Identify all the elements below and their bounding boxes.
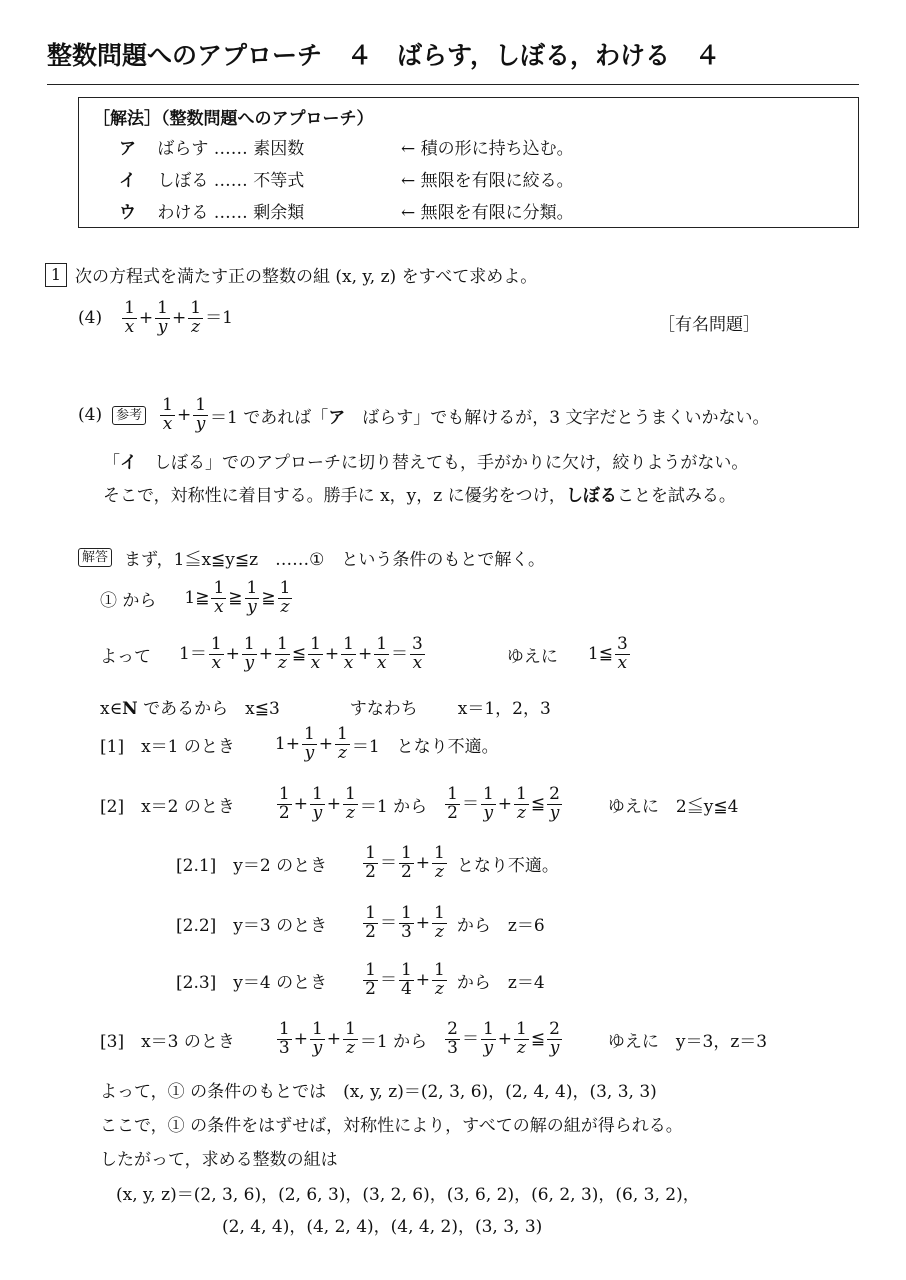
page-title: 整数問題へのアプローチ ４ ばらす，しぼる，わける ４: [47, 41, 721, 70]
method-note: ← 無限を有限に絞る。: [401, 171, 574, 191]
result-line-1: よって，① の条件のもとでは (x, y, z)＝(2, 3, 6)，(2, 4, 4)，(3, 3, 3): [100, 1082, 657, 1102]
title-rule: [47, 84, 859, 85]
method-box: [78, 97, 859, 228]
method-name: ばらす …… 素因数: [157, 139, 305, 159]
case-2: [2] x＝2 のとき $\frac{1}{2}$ + $\frac{1}{y}$ + $\frac{1}{z}$ ＝1 から $\frac{1}{2}$ ＝ $\frac{1}{y}$ + $\frac{1}{z}$ ≦ $\frac{2}{y}$ ゆえに 2≦y≦4: [100, 784, 739, 823]
method-key: ア: [119, 139, 136, 159]
solution-line-2: ① から 1≧ $\frac{1}{x}$ ≧ $\frac{1}{y}$ ≧ $\frac{1}{z}$: [100, 578, 291, 617]
method-name: わける …… 剰余類: [157, 203, 305, 223]
problem-statement-line: [45, 262, 537, 287]
note-key: イ: [120, 453, 137, 473]
method-heading: ［解法］（整数問題へのアプローチ）: [93, 109, 374, 129]
note-key: ア: [328, 407, 346, 428]
case-2-1: [2.1] y＝2 のとき $\frac{1}{2}$ ＝ $\frac{1}{2}$ + $\frac{1}{z}$ となり不適。: [176, 843, 559, 882]
solution-line-3: よって 1＝ $\frac{1}{x}$ + $\frac{1}{y}$ + $\frac{1}{z}$ ≦ $\frac{1}{x}$ + $\frac{1}{x}$ + $\frac{1}{x}$ ＝ $\frac{3}{x}$ ゆえに 1≦ $\frac{3}{x}$: [100, 634, 628, 673]
famous-problem-tag: ［有名問題］: [658, 315, 760, 335]
problem-equation: [78, 300, 233, 337]
note-bold: しぼる: [565, 486, 617, 506]
note-line-2: 「イ しぼる」でのアプローチに切り替えても，手がかりに欠け，絞りようがない。: [103, 453, 749, 473]
note-line-1: [78, 397, 769, 434]
note-equation: $\frac{1}{x}$ + $\frac{1}{y}$: [162, 395, 207, 434]
result-line-4: (x, y, z)＝(2, 3, 6)，(2, 6, 3)，(3, 2, 6)，(3, 6, 2)，(6, 2, 3)，(6, 3, 2)，: [116, 1185, 700, 1205]
method-note: ← 積の形に持ち込む。: [401, 139, 574, 159]
method-note: ← 無限を有限に分類。: [401, 203, 574, 223]
method-row: [119, 166, 304, 191]
note-text: ばらす」でも解けるが，3 文字だとうまくいかない。: [345, 407, 770, 428]
solution-line-4: x∈N であるから x≦3 すなわち x＝1，2，3: [100, 699, 551, 719]
result-line-5: (2, 4, 4)，(4, 2, 4)，(4, 4, 2)，(3, 3, 3): [222, 1217, 543, 1237]
method-name: しぼる …… 不等式: [157, 171, 305, 191]
sub-label: (4): [78, 308, 103, 329]
method-key: ウ: [119, 203, 136, 223]
problem-number: 1: [45, 263, 67, 287]
equation: $\frac{1}{x}$ + $\frac{1}{y}$ + $\frac{1}{z}$ ＝1: [124, 298, 233, 337]
reference-tag: 参考: [112, 406, 146, 425]
result-line-2: ここで，① の条件をはずせば，対称性により，すべての解の組が得られる。: [100, 1116, 683, 1136]
method-row: [119, 134, 304, 159]
method-row: [119, 198, 304, 223]
result-line-3: したがって，求める整数の組は: [100, 1150, 338, 1170]
case-1: [1] x＝1 のとき 1+ $\frac{1}{y}$ + $\frac{1}{z}$ ＝1 となり不適。: [100, 724, 499, 763]
solution-text: まず，1≦x≦y≦z ……① という条件のもとで解く。: [124, 550, 546, 570]
note-text: ＝1 であれば「: [210, 407, 329, 428]
case-2-2: [2.2] y＝3 のとき $\frac{1}{2}$ ＝ $\frac{1}{3}$ + $\frac{1}{z}$ から z＝6: [176, 903, 545, 942]
case-2-3: [2.3] y＝4 のとき $\frac{1}{2}$ ＝ $\frac{1}{4}$ + $\frac{1}{z}$ から z＝4: [176, 960, 545, 999]
problem-statement: 次の方程式を満たす正の整数の組 (x, y, z) をすべて求めよ。: [75, 267, 538, 287]
case-3: [3] x＝3 のとき $\frac{1}{3}$ + $\frac{1}{y}$ + $\frac{1}{z}$ ＝1 から $\frac{2}{3}$ ＝ $\frac{1}{y}$ + $\frac{1}{z}$ ≦ $\frac{2}{y}$ ゆえに y＝3，z＝3: [100, 1019, 768, 1058]
note-line-3: そこで，対称性に着目する。勝手に x，y，z に優劣をつけ，しぼることを試みる。: [103, 486, 736, 506]
note-label: (4): [78, 405, 103, 426]
method-key: イ: [119, 171, 136, 191]
solution-line-1: [78, 545, 545, 570]
answer-tag: 解答: [78, 548, 112, 567]
